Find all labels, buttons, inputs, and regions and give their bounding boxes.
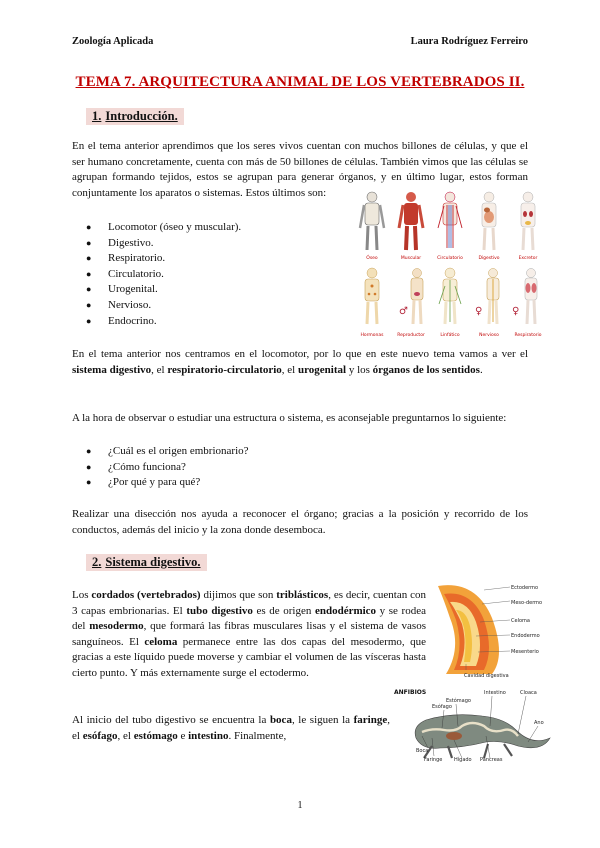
svg-text:Boca: Boca [416,748,429,754]
svg-text:Páncreas: Páncreas [480,757,503,762]
nervous-figure-icon [475,269,499,325]
svg-text:Meso-dermo: Meso-dermo [511,600,543,606]
circulatory-figure-icon [438,192,462,248]
digestive-paragraph-2: Al inicio del tubo digestivo se encuentra la boca, le siguen la faringe, el esófago, el estómago e intestino. Finalmente, [72,714,390,742]
svg-text:ANFIBIOS: ANFIBIOS [394,689,427,696]
section-title: Sistema digestivo. [105,555,201,569]
skeleton-figure-icon [360,192,384,250]
svg-text:♀: ♀ [475,306,483,317]
header-right: Laura Rodríguez Ferreiro [410,36,528,47]
amphibian-body [415,715,550,749]
svg-text:Respiratorio: Respiratorio [514,333,542,338]
section-number: 2. [92,555,102,569]
questions-list [86,444,249,491]
list-item: ● Urogenital. [86,282,241,298]
svg-text:Hígado: Hígado [454,757,472,762]
list-item: ● Locomotor (óseo y muscular). [86,220,241,236]
digestive-figure-icon [482,192,496,250]
lymphatic-figure-icon [439,268,461,324]
svg-text:Óseo: Óseo [366,256,378,261]
svg-text:Cavidad digestiva: Cavidad digestiva [464,673,509,678]
page-title: TEMA 7. ARQUITECTURA ANIMAL DE LOS VERTEBRADOS II. [75,74,525,90]
section-title: Introducción. [105,109,178,123]
svg-text:Faringe: Faringe [424,757,443,762]
svg-text:Circulatorio: Circulatorio [437,256,463,261]
muscular-figure-icon [399,192,423,250]
svg-text:Excretor: Excretor [518,256,538,261]
svg-text:Cloaca: Cloaca [520,690,537,696]
svg-text:Nervioso: Nervioso [479,333,499,338]
svg-text:♀: ♀ [512,306,520,317]
svg-text:Digestivo: Digestivo [478,256,500,261]
amphibian-figure [392,686,554,762]
germ-layers-figure [436,578,548,678]
list-item: ● Circulatorio. [86,267,241,283]
systems-list [86,220,241,329]
list-item: ● Nervioso. [86,298,241,314]
svg-text:Endodermo: Endodermo [511,633,540,639]
svg-text:Estómago: Estómago [446,698,471,704]
figure-row-1 [360,192,535,250]
svg-text:Muscular: Muscular [400,256,422,261]
header-left: Zoología Aplicada [72,36,154,47]
list-item: ● ¿Cuál es el origen embrionario? [86,444,249,460]
list-item: ● ¿Por qué y para qué? [86,475,249,491]
body-systems-figure [352,186,550,340]
section-heading-digestive [86,554,207,571]
intro-paragraph-1: En el tema anterior aprendimos que los seres vivos cuentan con muchos billones de células, y que el ser humano concretamente, cuenta con más de 50 billones de células. También vimos que las células se agrupan formando tejidos, estos se agrupan para generar órganos, y en último lugar, estos forman conjuntamente los aparatos o sistemas. Estos últimos son: [72,140,528,199]
digestive-paragraph-1: Los cordados (vertebrados) dijimos que son triblásticos, es decir, cuentan con 3 capas embrionarias. El tubo digestivo es de origen endodérmico y se rodea del mesodermo, que formará las fibras musculares lisas y el sistema de vasos sanguíneos. El celoma permanece entre las dos capas del mesodermo, que gracias a este líquido puede moverse y cambiar el volumen de las vísceras hasta cierto punto. Y más externamente surge el ectodermo. [72,589,426,679]
svg-text:Reproductor: Reproductor [397,333,425,338]
respiratory-figure-icon [512,269,537,325]
liver [446,732,462,740]
figure-row-1-captions [366,254,537,261]
list-item: ● Respiratorio. [86,251,241,267]
svg-text:Intestino: Intestino [484,690,506,696]
page-number: 1 [297,800,303,811]
list-item: ● Digestivo. [86,236,241,252]
intro-paragraph-2: En el tema anterior nos centramos en el locomotor, por lo que en este nuevo tema vamos a ver el sistema digestivo, el respiratorio-circulatorio, el urogenital y los órganos de los sentidos. [72,348,528,376]
section-number: 1. [92,109,102,123]
figure-row-2-captions [361,331,542,338]
intro-paragraph-4: Realizar una disección nos ayuda a reconocer el órgano; gracias a la posición y recorrido de los conductos, además del inicio y la zona donde desemboca. [72,508,528,536]
intro-paragraph-3: A la hora de observar o estudiar una estructura o sistema, es aconsejable preguntarnos lo siguiente: [72,412,507,424]
svg-text:Mesenterio: Mesenterio [511,649,539,655]
list-item: ● Endocrino. [86,314,241,330]
svg-text:Ano: Ano [534,720,544,726]
svg-text:Linfático: Linfático [440,333,460,338]
svg-text:Ectodermo: Ectodermo [511,585,539,591]
section-heading-intro [86,108,184,125]
excretory-figure-icon [521,192,535,250]
svg-text:Hormonas: Hormonas [360,333,384,338]
svg-text:Esófago: Esófago [432,704,452,710]
figure-row-2 [365,268,537,324]
hormones-figure-icon [365,268,379,324]
reproductive-figure-icon [399,269,423,325]
list-item: ● ¿Cómo funciona? [86,460,249,476]
svg-text:Celoma: Celoma [511,618,530,624]
svg-text:♂: ♂ [399,306,408,317]
